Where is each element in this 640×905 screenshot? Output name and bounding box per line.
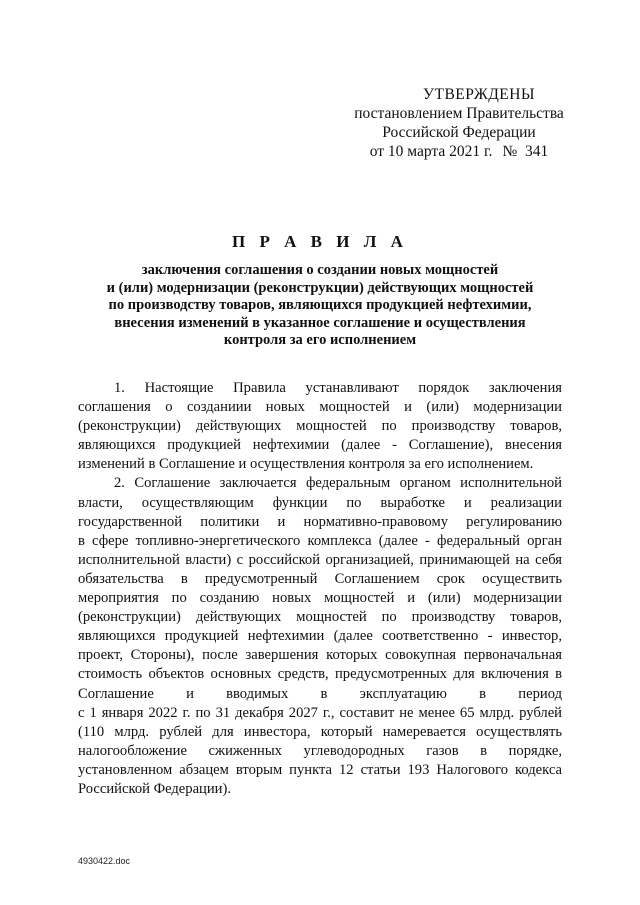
document-heading: П Р А В И Л А bbox=[232, 232, 408, 251]
paragraph-line: изменений в Соглашение и осуществления контроля за его исполнением. bbox=[78, 456, 534, 473]
subheading-line: контроля за его исполнением bbox=[223, 332, 417, 348]
approval-number-label: № bbox=[502, 143, 518, 160]
paragraph-line: (реконструкции) действующих мощностей по производству товаров, bbox=[78, 609, 562, 626]
paragraph-line: 1. Настоящие Правила устанавливают порядок заключения bbox=[114, 380, 562, 396]
paragraph-line: стоимость объектов основных средств, предусмотренных для включения в bbox=[78, 666, 562, 683]
paragraph-line: являющихся продукцией нефтехимии (далее соответственно - инвестор, bbox=[78, 628, 562, 645]
subheading-line: заключения соглашения о создании новых мощностей bbox=[141, 262, 499, 278]
subheading-line: внесения изменений в указанное соглашение и осуществления bbox=[114, 314, 526, 331]
paragraph-2 bbox=[78, 474, 562, 799]
paragraph-line: 2. Соглашение заключается федеральным органом исполнительной bbox=[114, 475, 562, 492]
paragraph-line: проект, Стороны), после завершения которых совокупная первоначальная bbox=[78, 647, 562, 664]
subheading-line: и (или) модернизации (реконструкции) действующих мощностей bbox=[106, 279, 534, 296]
paragraph-line: соглашения о созданиии новых мощностей и (или) модернизации bbox=[78, 399, 562, 416]
document-body bbox=[78, 379, 562, 799]
approval-title: УТВЕРЖДЕНЫ bbox=[423, 86, 535, 103]
approval-block bbox=[340, 85, 578, 161]
paragraph-line: (реконструкции) действующих мощностей по производству товаров, bbox=[78, 418, 562, 435]
paragraph-line: обязательства в предусмотренный Соглашением срок осуществить bbox=[78, 570, 562, 587]
approval-number: 341 bbox=[525, 143, 549, 160]
approval-line-2: Российской Федерации bbox=[382, 124, 536, 141]
paragraph-line: мероприятия по созданию новых мощностей и (или) модернизации bbox=[78, 590, 562, 607]
document-code: 4930422.doc bbox=[78, 856, 131, 866]
paragraph-line: власти, осуществляющим функции по выработке и реализации bbox=[78, 494, 562, 511]
paragraph-line: Соглашение и вводимых в эксплуатацию в период bbox=[78, 685, 562, 702]
paragraph-line: в сфере топливно-энергетического комплекса (далее - федеральный орган bbox=[78, 532, 562, 549]
paragraph-1 bbox=[78, 379, 562, 474]
paragraph-line: налогообложение сжиженных углеводородных газов в порядке, bbox=[78, 742, 562, 759]
subheading-line: по производству товаров, являющихся продукцией нефтехимии, bbox=[108, 297, 532, 313]
paragraph-line: с 1 января 2022 г. по 31 декабря 2027 г., составит не менее 65 млрд. рублей bbox=[78, 704, 562, 721]
paragraph-line: Российской Федерации). bbox=[78, 780, 231, 797]
approval-date: от 10 марта 2021 г. bbox=[369, 143, 493, 160]
document-subheading bbox=[60, 262, 580, 350]
approval-date-number bbox=[340, 142, 578, 161]
paragraph-line: установленном абзацем вторым пункта 12 статьи 193 Налогового кодекса bbox=[78, 761, 562, 778]
paragraph-line: исполнительной власти) с российской организацией, принимающей на себя bbox=[78, 551, 562, 568]
paragraph-line: государственной политики и нормативно-правовому регулированию bbox=[78, 513, 562, 530]
paragraph-line: являющихся продукцией нефтехимии (далее - Соглашение), внесения bbox=[78, 437, 562, 454]
paragraph-line: (110 млрд. рублей для инвестора, который намеревается осуществлять bbox=[78, 723, 562, 740]
approval-line-1: постановлением Правительства bbox=[354, 105, 564, 122]
